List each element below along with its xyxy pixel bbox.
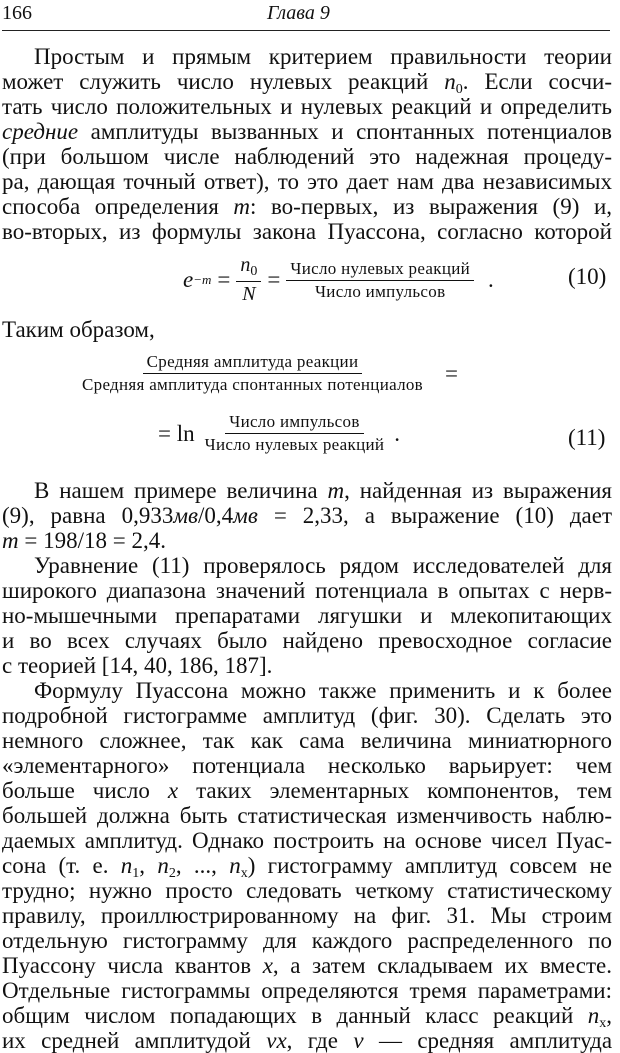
text-line: Пуассону числа квантов x, а затем складываем их вместе. [2, 953, 612, 978]
text-line: с теорией [14, 40, 186, 187]. [2, 653, 273, 678]
equation-11-line1: $\frac{\text{Средняя амплитуда реакции}}{\text{Средняя амплитуда спонтанных потенциалов}}$ = [82, 352, 458, 394]
text-line: Формулу Пуассона можно также применить и к более [34, 678, 612, 703]
text-line: правилу, проиллюстрированному на фиг. 31. Мы строим [2, 903, 612, 928]
text-line: ра, дающая точный ответ), то это дает нам два независимых [2, 169, 612, 194]
equation-11-line2: = ln $\frac{\text{Число импульсов}}{\text{Число нулевых реакций}}$ . [158, 412, 401, 454]
text-line: Простым и прямым критерием правильности теории [34, 44, 612, 69]
equation-number-11: (11) [568, 425, 606, 450]
paragraph-1 [2, 44, 612, 244]
text-line: В нашем примере величина m, найденная из выражения [34, 478, 612, 503]
paragraph-2 [2, 478, 612, 553]
text-line: Отдельные гистограммы определяются тремя параметрами: [2, 978, 612, 1003]
text-line: Уравнение (11) проверялось рядом исследователей для [34, 553, 612, 578]
paragraph-3 [2, 553, 612, 678]
text-line: (9), равна 0,933мв/0,4мв = 2,33, а выражение (10) дает [2, 503, 613, 528]
text-line: подробной гистограмме амплитуд (фиг. 30). Сделать это [2, 703, 612, 728]
text-line: их средней амплитудой vx, где v — средняя амплитуда [2, 1028, 613, 1053]
takim-line: Таким образом, [2, 317, 155, 342]
text-line: m = 198/18 = 2,4. [2, 528, 166, 553]
text-line: даемых амплитуд. Однако построить на основе чисел Пуас- [2, 828, 612, 853]
text-line: больше число x таких элементарных компонентов, тем [2, 778, 613, 803]
equation-number-10: (10) [568, 264, 607, 289]
page-number: 166 [2, 2, 32, 24]
text-line: средние амплитуды вызванных и спонтанных потенциалов [2, 119, 612, 144]
text-line: тать число положительных и нулевых реакций и определить [2, 94, 612, 119]
text-line: «элементарного» потенциала несколько варьирует: чем [2, 753, 612, 778]
text-line: и во всех случаях было найдено превосходное согласие [2, 628, 612, 653]
page-body [2, 44, 612, 244]
text-line: отдельную гистограмму для каждого распределенного по [2, 928, 612, 953]
text-line: общим числом попадающих в данный класс реакций $n_x$, [2, 1003, 612, 1031]
paragraph-4 [2, 678, 612, 1053]
text-line: способа определения m: во-первых, из выражения (9) и, [2, 194, 612, 219]
text-line: (при большом числе наблюдений это надежная процеду- [2, 144, 612, 169]
text-line: широкого диапазона значений потенциала в опытах с нерв- [2, 578, 612, 603]
text-line: во-вторых, из формулы закона Пуассона, согласно которой [2, 219, 612, 244]
text-line: сона (т. е. $n_1$, $n_2$, ..., $n_x$) гистограмму амплитуд совсем не [2, 853, 613, 881]
equation-10: e −m = $\frac{n_0}{N}$ = $\frac{\text{Число нулевых реакций}}{\text{Число импульсов}}$ . [183, 254, 494, 305]
text-line: может служить число нулевых реакций $n_0$. Если сосчи- [2, 69, 613, 97]
text-line: но-мышечными препаратами лягушки и млекопитающих [2, 603, 612, 628]
chapter-title: Глава 9 [267, 2, 330, 24]
text-line: трудно; нужно просто следовать четкому статистическому [2, 878, 612, 903]
text-line: немного сложнее, так как сама величина миниатюрного [2, 728, 612, 753]
running-header [2, 2, 610, 31]
text-line: большей должна быть статистическая изменчивость наблю- [2, 803, 612, 828]
